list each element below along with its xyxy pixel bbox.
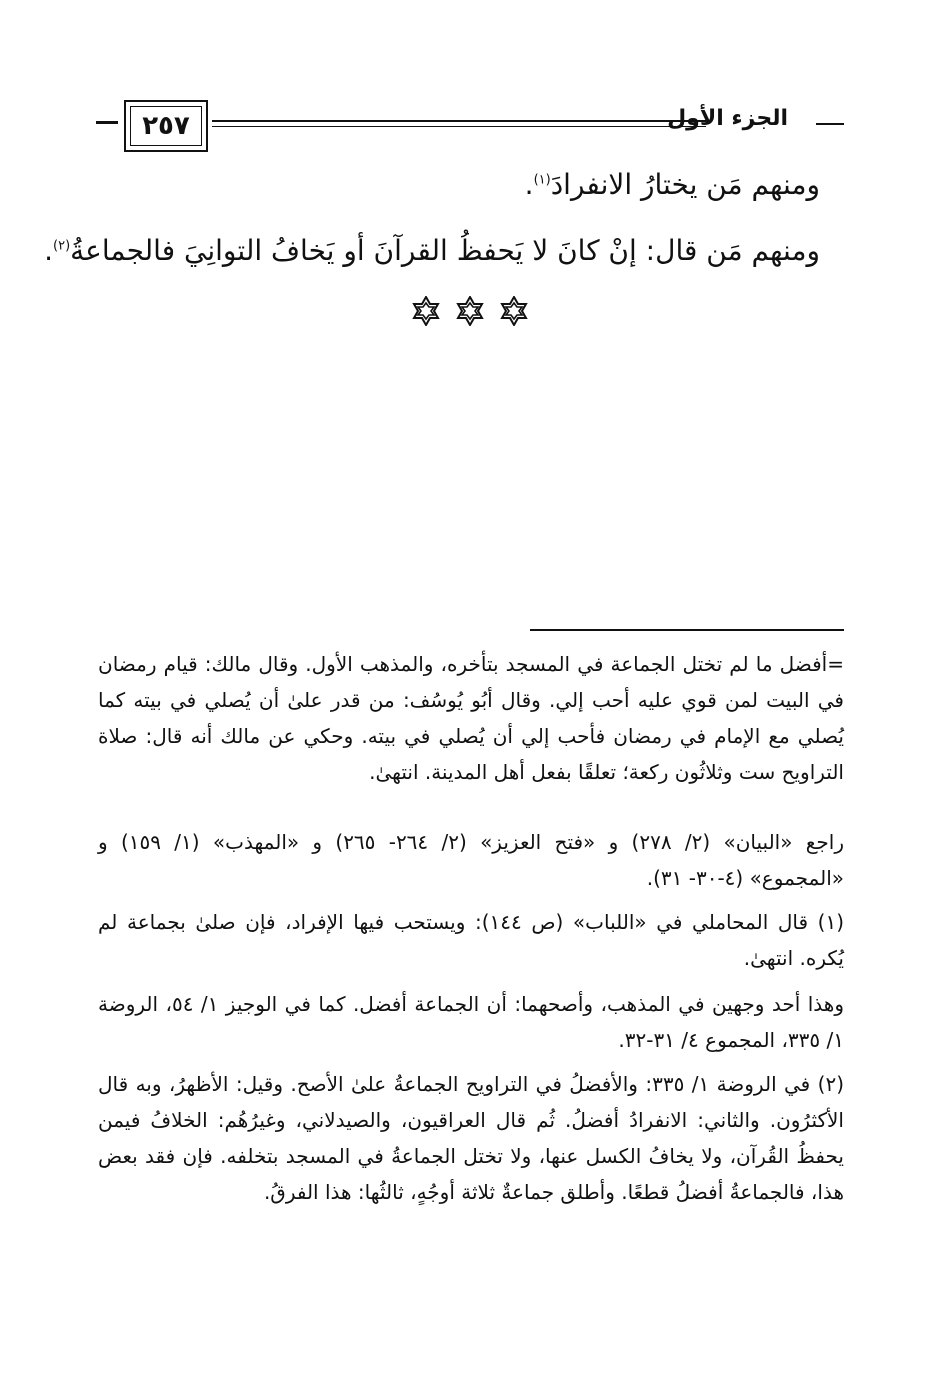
page-header — [0, 96, 940, 156]
star-ornament-icon — [499, 296, 529, 326]
main-line-1-text: ومنهم مَن يختارُ الانفرادَ — [550, 168, 820, 201]
header-rule-top — [212, 120, 706, 122]
main-line-2-text: ومنهم مَن قال: إنْ كانَ لا يَحفظُ القرآنَ أو يَخافُ التوانِيَ فالجماعةُ — [70, 234, 820, 267]
header-rule-right — [816, 123, 844, 125]
star-ornament-icon — [411, 296, 441, 326]
star-ornament-icon — [455, 296, 485, 326]
main-line-1-end: . — [524, 168, 534, 201]
footnote-ref-1: (١) — [533, 172, 551, 188]
footnote-1: (١) قال المحاملي في «اللباب» (ص ١٤٤): ويستحب فيها الإفراد، فإن صلىٰ بجماعة لم يُكره. انتهىٰ. — [98, 910, 844, 970]
main-line-2-end: . — [44, 234, 53, 267]
footnote-ref-2: (٢) — [53, 238, 71, 254]
footnote-references: راجع «البيان» (٢/ ٢٧٨) و «فتح العزيز» (٢/ ٢٦٤- ٢٦٥) و «المهذب» (١/ ١٥٩) و «المجموع» (٤-٣٠- ٣١). — [98, 830, 844, 890]
footnote-1-continued: وهذا أحد وجهين في المذهب، وأصحهما: أن الجماعة أفضل. كما في الوجيز ١/ ٥٤، الروضة ١/ ٣٣٥، المجموع ٤/ ٣١-٣٢. — [98, 992, 844, 1052]
page-number-frame — [124, 100, 208, 152]
page-number: ٢٥٧ — [130, 106, 202, 146]
part-title: الجزء الأول — [667, 106, 788, 131]
header-rule-bottom — [212, 126, 706, 127]
footnote-separator — [530, 629, 844, 631]
main-text-line-1 — [525, 168, 820, 201]
main-text-line-2 — [44, 234, 820, 267]
footnote-continuation: =أفضل ما لم تختل الجماعة في المسجد بتأخره، والمذهب الأول. وقال مالك: قيام رمضان في البيت لمن قوي عليه أحب إلي. وقال أبُو يُوسُف: من قدر علىٰ أن يُصلي في بيته كما يُصلي مع الإمام في رمضان فأحب إلي أن يُصلي في بيته. وحكي عن مالك أنه قال: صلاة التراويح ست وثلاثُون ركعة؛ تعلقًا بفعل أهل المدينة. انتهىٰ. — [98, 652, 844, 784]
header-rule-left-outer — [96, 121, 118, 124]
section-ornaments — [0, 296, 940, 326]
footnote-2: (٢) في الروضة ١/ ٣٣٥: والأفضلُ في التراويح الجماعةُ علىٰ الأصح. وقيل: الأظهرُ، وبه قال الأكثرُون. والثاني: الانفرادُ أفضلُ. ثُم قال العراقيون، والصيدلاني، وغيرُهُم: الخلافُ فيمن يحفظُ القُرآن، ولا يخافُ الكسل عنها، ولا تختل الجماعةُ في المسجد بتخلفه. فإن فقد بعض هذا، فالجماعةُ أفضلُ قطعًا. وأطلق جماعةٌ ثلاثة أوجُهٍ، ثالثُها: هذا الفرقُ. — [98, 1072, 844, 1204]
